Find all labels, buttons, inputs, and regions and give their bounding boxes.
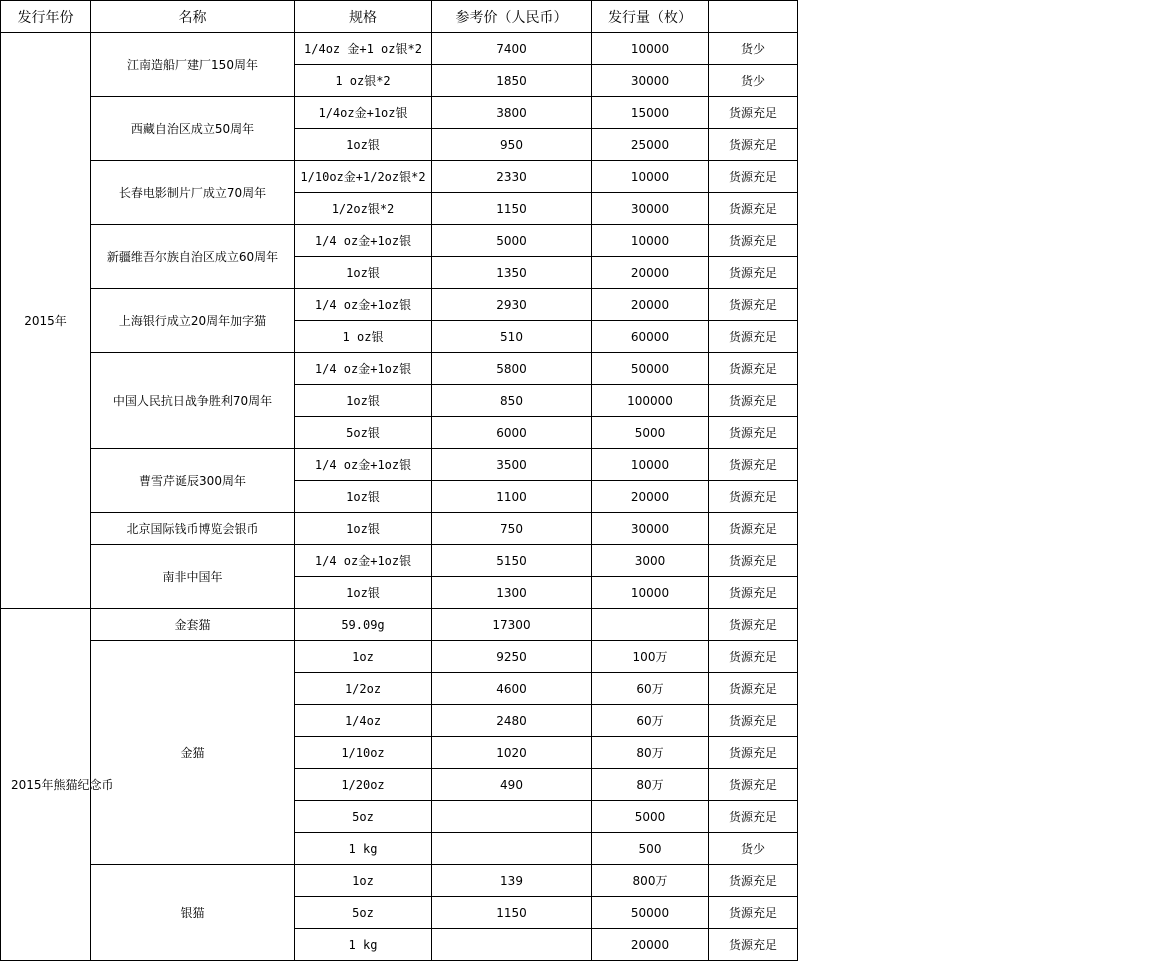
coin-name-cell: 银猫 [91,865,295,961]
price-cell: 490 [432,769,592,801]
status-cell: 货少 [709,833,798,865]
mintage-cell: 30000 [592,513,709,545]
mintage-cell: 20000 [592,929,709,961]
price-cell: 750 [432,513,592,545]
spec-cell: 5oz [295,801,432,833]
price-cell: 2930 [432,289,592,321]
table-body [1,33,798,961]
spec-cell: 1oz银 [295,385,432,417]
status-cell: 货源充足 [709,801,798,833]
mintage-cell: 50000 [592,353,709,385]
price-cell: 1300 [432,577,592,609]
coin-name-cell: 金套猫 [91,609,295,641]
status-cell: 货源充足 [709,193,798,225]
mintage-cell: 20000 [592,289,709,321]
status-cell: 货源充足 [709,897,798,929]
mintage-cell: 10000 [592,449,709,481]
coin-name-cell: 金猫 [91,641,295,865]
table-row [1,609,798,641]
status-cell: 货源充足 [709,865,798,897]
mintage-cell: 100000 [592,385,709,417]
mintage-cell: 30000 [592,65,709,97]
spec-cell: 5oz [295,897,432,929]
header-price: 参考价（人民币） [432,1,592,33]
mintage-cell: 10000 [592,225,709,257]
mintage-cell: 3000 [592,545,709,577]
spec-cell: 1oz银 [295,513,432,545]
spec-cell: 1oz银 [295,577,432,609]
spec-cell: 1oz [295,865,432,897]
mintage-cell [592,609,709,641]
spec-cell: 1oz银 [295,481,432,513]
spec-cell: 1/4 oz金+1oz银 [295,449,432,481]
spec-cell: 1oz [295,641,432,673]
mintage-cell: 60000 [592,321,709,353]
status-cell: 货源充足 [709,417,798,449]
status-cell: 货源充足 [709,385,798,417]
price-cell: 9250 [432,641,592,673]
status-cell: 货源充足 [709,929,798,961]
status-cell: 货源充足 [709,97,798,129]
coin-name-cell: 中国人民抗日战争胜利70周年 [91,353,295,449]
price-cell: 17300 [432,609,592,641]
spec-cell: 1/4 oz金+1oz银 [295,353,432,385]
mintage-cell: 20000 [592,257,709,289]
status-cell: 货源充足 [709,321,798,353]
spec-cell: 1/4oz金+1oz银 [295,97,432,129]
price-cell [432,833,592,865]
mintage-cell: 500 [592,833,709,865]
mintage-cell: 100万 [592,641,709,673]
price-cell: 3800 [432,97,592,129]
table-row [1,865,798,897]
status-cell: 货源充足 [709,673,798,705]
spec-cell: 1 kg [295,833,432,865]
spec-cell: 1/20oz [295,769,432,801]
status-cell: 货源充足 [709,545,798,577]
mintage-cell: 15000 [592,97,709,129]
status-cell: 货源充足 [709,161,798,193]
mintage-cell: 20000 [592,481,709,513]
price-cell: 4600 [432,673,592,705]
spec-cell: 1 oz银 [295,321,432,353]
spec-cell: 1/10oz金+1/2oz银*2 [295,161,432,193]
table-row [1,161,798,193]
price-cell: 1350 [432,257,592,289]
mintage-cell: 800万 [592,865,709,897]
coin-name-cell: 南非中国年 [91,545,295,609]
price-cell: 950 [432,129,592,161]
price-cell: 1150 [432,193,592,225]
table-row [1,353,798,385]
price-cell: 5800 [432,353,592,385]
spec-cell: 59.09g [295,609,432,641]
price-cell: 5000 [432,225,592,257]
price-cell: 6000 [432,417,592,449]
price-cell: 3500 [432,449,592,481]
price-cell: 2330 [432,161,592,193]
status-cell: 货源充足 [709,225,798,257]
mintage-cell: 60万 [592,705,709,737]
table-row [1,641,798,673]
status-cell: 货源充足 [709,705,798,737]
price-cell: 2480 [432,705,592,737]
header-name: 名称 [91,1,295,33]
status-cell: 货源充足 [709,289,798,321]
table-row [1,33,798,65]
table-row [1,449,798,481]
spec-cell: 1/4 oz金+1oz银 [295,545,432,577]
spec-cell: 1/4 oz金+1oz银 [295,289,432,321]
status-cell: 货少 [709,33,798,65]
spec-cell: 1oz银 [295,129,432,161]
coin-name-cell: 上海银行成立20周年加字猫 [91,289,295,353]
header-status [709,1,798,33]
mintage-cell: 25000 [592,129,709,161]
price-cell: 510 [432,321,592,353]
spec-cell: 1/4 oz金+1oz银 [295,225,432,257]
status-cell: 货源充足 [709,257,798,289]
price-cell [432,801,592,833]
price-cell: 1020 [432,737,592,769]
price-cell: 850 [432,385,592,417]
coin-name-cell: 新疆维吾尔族自治区成立60周年 [91,225,295,289]
status-cell: 货源充足 [709,129,798,161]
coin-name-cell: 江南造船厂建厂150周年 [91,33,295,97]
status-cell: 货源充足 [709,737,798,769]
mintage-cell: 50000 [592,897,709,929]
spec-cell: 1 oz银*2 [295,65,432,97]
mintage-cell: 30000 [592,193,709,225]
year-cell: 2015年熊猫纪念币 [1,609,91,961]
year-cell: 2015年 [1,33,91,609]
status-cell: 货源充足 [709,353,798,385]
mintage-cell: 10000 [592,33,709,65]
header-mintage: 发行量（枚） [592,1,709,33]
price-cell: 5150 [432,545,592,577]
coin-name-cell: 西藏自治区成立50周年 [91,97,295,161]
table-row [1,545,798,577]
table-row [1,289,798,321]
mintage-cell: 80万 [592,737,709,769]
price-cell: 139 [432,865,592,897]
price-cell: 7400 [432,33,592,65]
price-cell: 1850 [432,65,592,97]
spec-cell: 1/2oz [295,673,432,705]
header-year: 发行年份 [1,1,91,33]
table-row [1,97,798,129]
spec-cell: 1/2oz银*2 [295,193,432,225]
spec-cell: 1/4oz 金+1 oz银*2 [295,33,432,65]
status-cell: 货源充足 [709,769,798,801]
mintage-cell: 60万 [592,673,709,705]
price-cell: 1150 [432,897,592,929]
status-cell: 货少 [709,65,798,97]
coin-name-cell: 曹雪芹诞辰300周年 [91,449,295,513]
status-cell: 货源充足 [709,577,798,609]
status-cell: 货源充足 [709,481,798,513]
status-cell: 货源充足 [709,641,798,673]
mintage-cell: 5000 [592,417,709,449]
mintage-cell: 10000 [592,161,709,193]
mintage-cell: 10000 [592,577,709,609]
header-spec: 规格 [295,1,432,33]
table-row [1,513,798,545]
spec-cell: 1oz银 [295,257,432,289]
spec-cell: 1/4oz [295,705,432,737]
status-cell: 货源充足 [709,513,798,545]
status-cell: 货源充足 [709,609,798,641]
spec-cell: 1/10oz [295,737,432,769]
coin-name-cell: 北京国际钱币博览会银币 [91,513,295,545]
table-row [1,225,798,257]
spec-cell: 5oz银 [295,417,432,449]
price-cell [432,929,592,961]
mintage-cell: 5000 [592,801,709,833]
coin-name-cell: 长春电影制片厂成立70周年 [91,161,295,225]
mintage-cell: 80万 [592,769,709,801]
status-cell: 货源充足 [709,449,798,481]
price-cell: 1100 [432,481,592,513]
header-row [1,1,798,33]
spec-cell: 1 kg [295,929,432,961]
